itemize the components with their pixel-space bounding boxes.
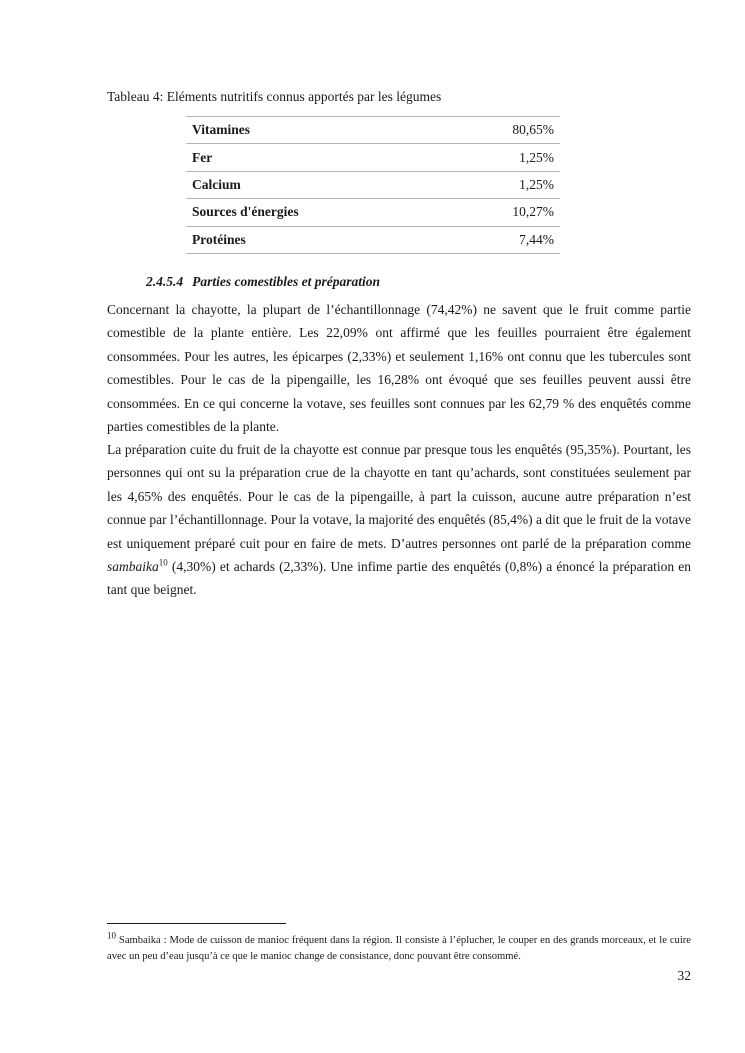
footnote	[107, 930, 691, 965]
row-label: Vitamines	[186, 117, 444, 144]
section-title: Parties comestibles et préparation	[192, 274, 380, 289]
section-heading	[146, 274, 380, 290]
paragraph-text: (4,30%) et achards (2,33%). Une infime partie des enquêtés (0,8%) a énoncé la préparation en tant que beignet.	[107, 559, 691, 598]
page-number: 32	[677, 968, 691, 983]
footnote-divider	[107, 923, 286, 924]
paragraph-preparation	[107, 438, 691, 602]
table-row	[186, 226, 560, 253]
paragraph-edible-parts: Concernant la chayotte, la plupart de l’échantillonnage (74,42%) ne savent que le fruit comme partie comestible de la plante entière. Les 22,09% ont affirmé que les feuilles pourraient être également consommées. Pour les autres, les épicarpes (2,33%) et seulement 1,16% ont connu que les tubercules sont comestibles. Pour le cas de la pipengaille, les 16,28% ont évoqué que ses feuilles peuvent aussi être consommées. En ce qui concerne la votave, ses feuilles sont connues par les 62,79 % des enquêtés comme parties comestibles de la plante.	[107, 302, 691, 435]
footnote-marker: 10	[107, 930, 116, 941]
nutrients-table	[186, 116, 560, 254]
row-value: 7,44%	[444, 226, 560, 253]
row-value: 10,27%	[444, 199, 560, 226]
row-value: 80,65%	[444, 117, 560, 144]
row-label: Fer	[186, 144, 444, 171]
row-value: 1,25%	[444, 144, 560, 171]
table-row	[186, 199, 560, 226]
table-row	[186, 171, 560, 198]
row-label: Calcium	[186, 171, 444, 198]
section-number: 2.4.5.4	[146, 274, 184, 289]
footnote-reference[interactable]: 10	[158, 557, 168, 568]
row-value: 1,25%	[444, 171, 560, 198]
footnote-text: Sambaika : Mode de cuisson de manioc fréquent dans la région. Il consiste à l’éplucher, le couper en des grands morceaux, et le cuire avec un peu d’eau jusqu’à ce que le manioc change de consistance, donc pouvant être consommé.	[107, 935, 691, 962]
table-row	[186, 144, 560, 171]
table-caption: Tableau 4: Eléments nutritifs connus apportés par les légumes	[107, 89, 442, 104]
table-row	[186, 117, 560, 144]
row-label: Sources d'énergies	[186, 199, 444, 226]
row-label: Protéines	[186, 226, 444, 253]
term-sambaika: sambaika	[107, 559, 159, 575]
paragraph-text: La préparation cuite du fruit de la chayotte est connue par presque tous les enquêtés (95,35%). Pourtant, les personnes qui ont su la préparation crue de la chayotte en tant qu’achards, sont constituées seulement par les 4,65% des enquêtés. Pour le cas de la pipengaille, à part la cuisson, aucune autre préparation n’est connue par l’échantillonnage. Pour la votave, la majorité des enquêtés (85,4%) a dit que le fruit de la votave est uniquement préparé cuit pour en faire de mets. D’autres personnes ont parlé de la préparation comme	[107, 442, 691, 551]
